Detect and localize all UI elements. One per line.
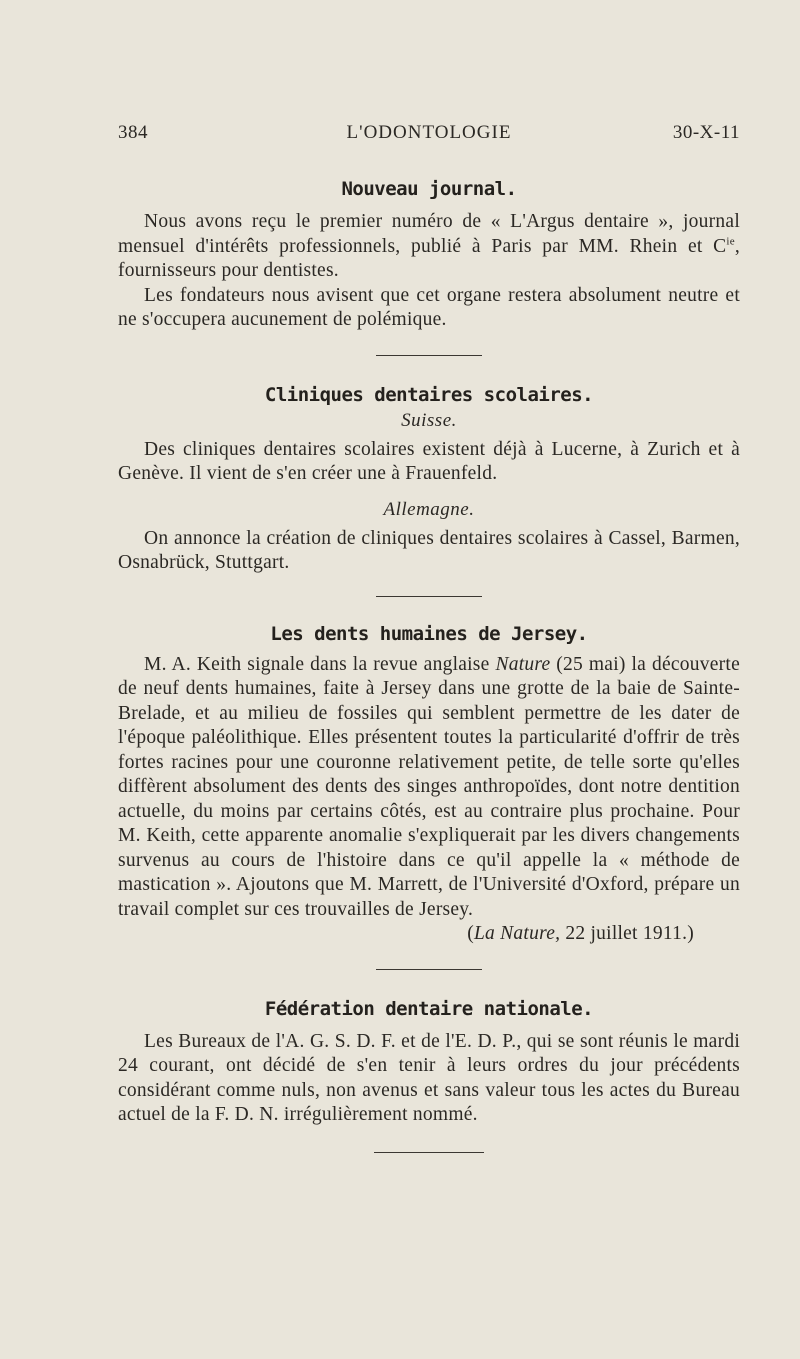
section-title-cliniques: Cliniques dentaires scolaires.: [264, 383, 594, 406]
paragraph-text: M. A. Keith signale dans la revue anglaise: [144, 653, 496, 675]
subheading-suisse: Suisse.: [401, 409, 457, 431]
issue-date: 30-X-11: [672, 122, 740, 143]
journal-title: L'ODONTOLOGIE: [346, 122, 512, 143]
source-citation: [118, 922, 740, 947]
paragraph: Les Bureaux de l'A. G. S. D. F. et de l'E. D. P., qui se sont réunis le mardi 24 courant, ont décidé de s'en tenir à leurs ordres du jour précédents considérant comme nuls, non avenus et sans valeur tous les actes du Bureau actuel de la F. D. N. irrégulièrement nommé.: [118, 1030, 740, 1125]
source-text: 22 juillet 1911.): [560, 923, 694, 944]
section-divider: [374, 1152, 484, 1153]
section-title-nouveau-journal: Nouveau journal.: [341, 178, 517, 200]
article-body: [118, 178, 740, 1153]
superscript: ie: [726, 235, 735, 247]
paragraph: [118, 210, 740, 284]
section-title-federation: Fédération dentaire nationale.: [264, 997, 594, 1020]
page-number: 384: [118, 122, 148, 143]
source-text: (: [467, 923, 474, 944]
paragraph-text: Nous avons reçu le premier numéro de « L'Argus dentaire », journal mensuel d'intérêts professionnels, publié à Paris par MM. Rhein et C: [118, 211, 740, 257]
section-title-jersey: Les dents humaines de Jersey.: [270, 622, 588, 645]
source-journal: La Nature,: [473, 923, 561, 944]
paragraph: Des cliniques dentaires scolaires existent déjà à Lucerne, à Zurich et à Genève. Il vient de s'en créer une à Frauenfeld.: [118, 438, 740, 484]
paragraph-text: , fournisseurs pour dentistes.: [118, 235, 740, 281]
paragraph: [118, 653, 740, 923]
paragraph: Les fondateurs nous avisent que cet organe restera absolument neutre et ne s'occupera aucunement de polémique.: [118, 284, 740, 330]
paragraph: On annonce la création de cliniques dentaires scolaires à Cassel, Barmen, Osnabrück, Stuttgart.: [118, 527, 740, 573]
subheading-allemagne: Allemagne.: [383, 498, 475, 520]
paragraph-text: (25 mai) la découverte de neuf dents humaines, faite à Jersey dans une grotte de la baie de Sainte-Brelade, et au milieu de fossiles qui semblent permettre de les dater de l'époque paléolithique. Elles présentent toutes la particularité d'offrir de très fortes racines pour une couronne relativement petite, de telle sorte qu'elles diffèrent absolument des dents des singes anthropoïdes, dont notre dentition actuelle, du moins par certains côtés, est au contraire plus prochaine. Pour M. Keith, cette apparente anomalie s'expliquerait par les divers changements survenus au cours de l'histoire dans ce qu'il appelle la « méthode de mastication ». Ajoutons que M. Marrett, de l'Université d'Oxford, prépare un travail complet sur ces trouvailles de Jersey.: [118, 653, 740, 920]
running-head: [118, 122, 740, 148]
journal-name: Nature: [495, 653, 551, 675]
